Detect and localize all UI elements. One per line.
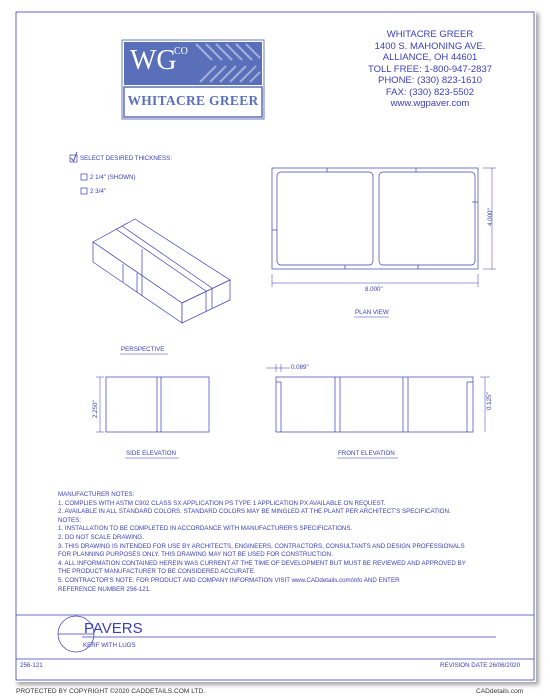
drawing-subtitle: KERF WITH LUGS xyxy=(83,642,136,649)
plan-view-label: PLAN VIEW xyxy=(355,309,389,316)
thickness-option-checkbox xyxy=(81,188,87,194)
drawing-title: PAVERS xyxy=(84,620,143,637)
side-elevation-label: SIDE ELEVATION xyxy=(126,450,176,457)
note-item: REFERENCE NUMBER 256-121. xyxy=(58,585,151,593)
note-item: FOR PLANNING PURPOSES ONLY. THIS DRAWING MAY NOT BE USED FOR CONSTRUCTION. xyxy=(58,551,333,559)
side-elevation-drawing xyxy=(96,377,209,432)
manufacturer-notes-heading: MANUFACTURER NOTES: xyxy=(58,491,135,498)
front-elevation-drawing xyxy=(266,364,490,432)
thickness-heading: SELECT DESIRED THICKNESS: xyxy=(80,155,172,162)
note-item: 4. ALL INFORMATION CONTAINED HEREIN WAS CURRENT AT THE TIME OF DEVELOPMENT BUT MUST BE REVIEWED AND APPROVED BY xyxy=(58,559,466,567)
thickness-option-label: 2 3/4" xyxy=(90,188,106,195)
manufacturer-note: 2. AVAILABLE IN ALL STANDARD COLORS. STANDARD COLORS MAY BE MINGLED AT THE PLANT PER ARCHITECT'S SPECIFICATION. xyxy=(58,508,451,516)
perspective-drawing xyxy=(93,219,230,323)
copyright-notice: PROTECTED BY COPYRIGHT ©2020 CADDETAILS.COM LTD. xyxy=(16,688,206,695)
reference-number: 256-121 xyxy=(20,662,43,669)
company-address-line1: 1400 S. MAHONING AVE. xyxy=(374,40,486,52)
logo-monogram: WG xyxy=(130,45,177,76)
front-elevation-label: FRONT ELEVATION xyxy=(338,450,395,457)
side-height-dimension: 2.250" xyxy=(92,400,99,418)
lug-dimension: 0.125" xyxy=(486,392,493,410)
company-address-line2: ALLIANCE, OH 44601 xyxy=(382,52,478,63)
note-item: 3. THIS DRAWING IS INTENDED FOR USE BY ARCHITECTS, ENGINEERS, CONTRACTORS, CONSULTANTS AND DESIGN PROFESSIONALS xyxy=(58,542,465,550)
thickness-option-checkbox xyxy=(81,174,87,180)
company-toll-free: TOLL FREE: 1-800-947-2837 xyxy=(367,63,493,75)
check-icon xyxy=(71,152,77,161)
plan-width-dimension: 8.000" xyxy=(365,286,383,293)
notes-heading: NOTES: xyxy=(58,516,82,524)
company-contact xyxy=(330,29,530,110)
note-item: 2. DO NOT SCALE DRAWING. xyxy=(58,533,144,541)
revision-date: REVISION DATE 26/06/2020 xyxy=(440,662,521,669)
perspective-label: PERSPECTIVE xyxy=(121,346,165,353)
company-website: www.wgpaver.com xyxy=(390,98,470,109)
kerf-dimension: 0.089" xyxy=(291,364,309,371)
company-fax: FAX: (330) 823-5502 xyxy=(385,86,475,98)
company-phone: PHONE: (330) 823-1610 xyxy=(377,75,483,86)
plan-view-drawing xyxy=(272,168,496,287)
plan-height-dimension: 4.000" xyxy=(487,208,494,226)
notes-section xyxy=(58,491,466,594)
logo-wordmark: WHITACRE GREER xyxy=(127,93,259,108)
thickness-option-label: 2 1/4" (SHOWN) xyxy=(90,174,136,181)
manufacturer-note: 1. COMPLIES WITH ASTM C902 CLASS SX APPLICATION PS TYPE 1 APPLICATION PX AVAILABLE ON REQUEST. xyxy=(58,499,386,507)
company-name: WHITACRE GREER xyxy=(386,29,474,40)
logo-co: CO xyxy=(174,46,188,57)
note-item: THE PRODUCT MANUFACTURER TO BE CONSIDERED ACCURATE. xyxy=(58,568,256,576)
caddetails-brand: CADdetails.com xyxy=(476,688,524,695)
note-item: 1. INSTALLATION TO BE COMPLETED IN ACCORDANCE WITH MANUFACTURER'S SPECIFICATIONS. xyxy=(58,525,353,533)
note-item: 5. CONTRACTOR'S NOTE: FOR PRODUCT AND COMPANY INFORMATION VISIT www.CADdetails.com/info AND ENTER xyxy=(58,576,400,584)
